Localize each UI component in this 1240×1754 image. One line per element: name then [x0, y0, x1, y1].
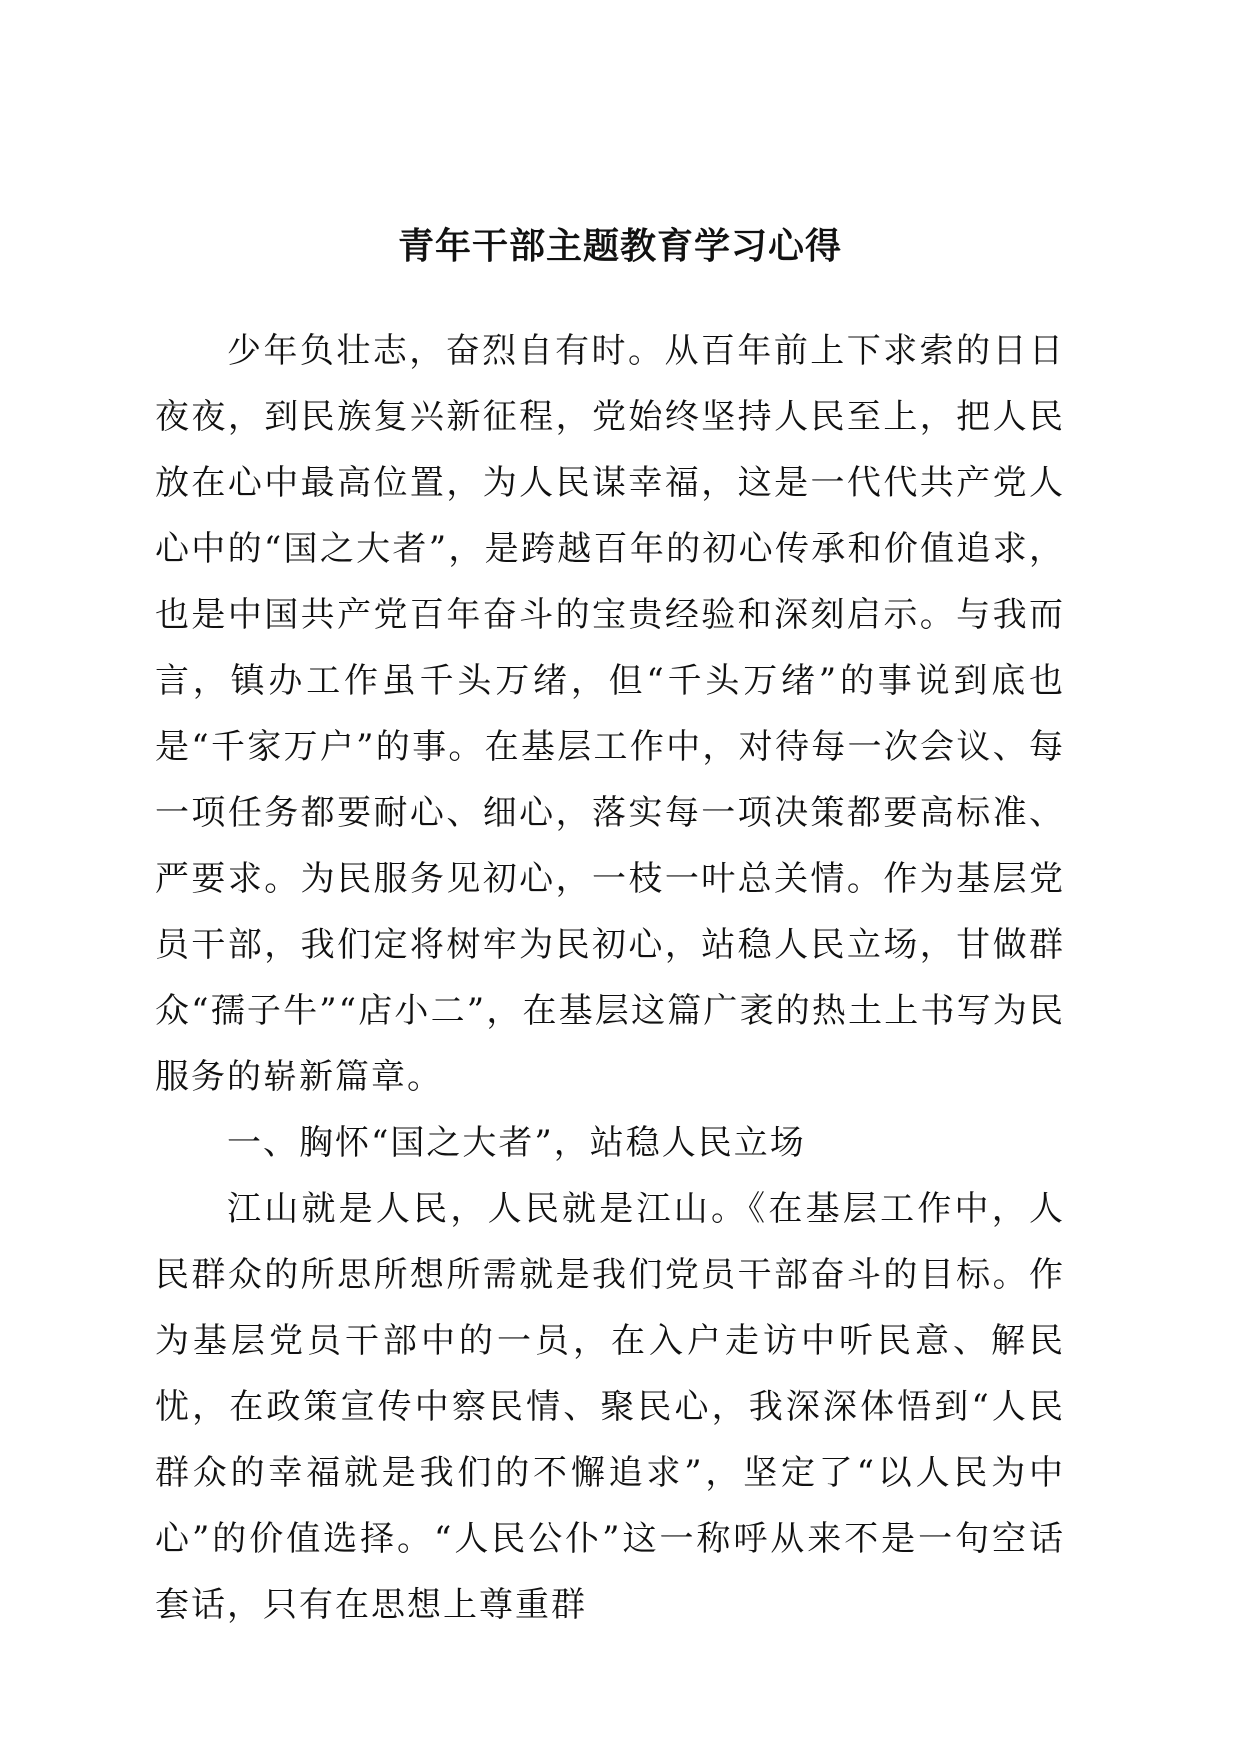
- paragraph-intro: 少年负壮志，奋烈自有时。从百年前上下求索的日日夜夜，到民族复兴新征程，党始终坚持人民至上，把人民放在心中最高位置，为人民谋幸福，这是一代代共产党人心中的“国之大者”，是跨越百年的初心传承和价值追求，也是中国共产党百年奋斗的宝贵经验和深刻启示。与我而言，镇办工作虽千头万绪，但“千头万绪”的事说到底也是“千家万户”的事。在基层工作中，对待每一次会议、每一项任务都要耐心、细心，落实每一项决策都要高标准、严要求。为民服务见初心，一枝一叶总关情。作为基层党员干部，我们定将树牢为民初心，站稳人民立场，甘做群众“孺子牛”“店小二”，在基层这篇广袤的热土上书写为民服务的崭新篇章。: [155, 331, 1065, 1097]
- document-title: 青年干部主题教育学习心得: [397, 225, 842, 267]
- document-body: [155, 318, 1065, 1638]
- paragraph-section-1: 江山就是人民，人民就是江山。《在基层工作中，人民群众的所思所想所需就是我们党员干部奋斗的目标。作为基层党员干部中的一员，在入户走访中听民意、解民忧，在政策宣传中察民情、聚民心，我深深体悟到“人民群众的幸福就是我们的不懈追求”，坚定了“以人民为中心”的价值选择。“人民公仆”这一称呼从来不是一句空话套话，只有在思想上尊重群: [155, 1189, 1065, 1625]
- section-heading-1: 一、胸怀“国之大者”，站稳人民立场: [227, 1123, 806, 1163]
